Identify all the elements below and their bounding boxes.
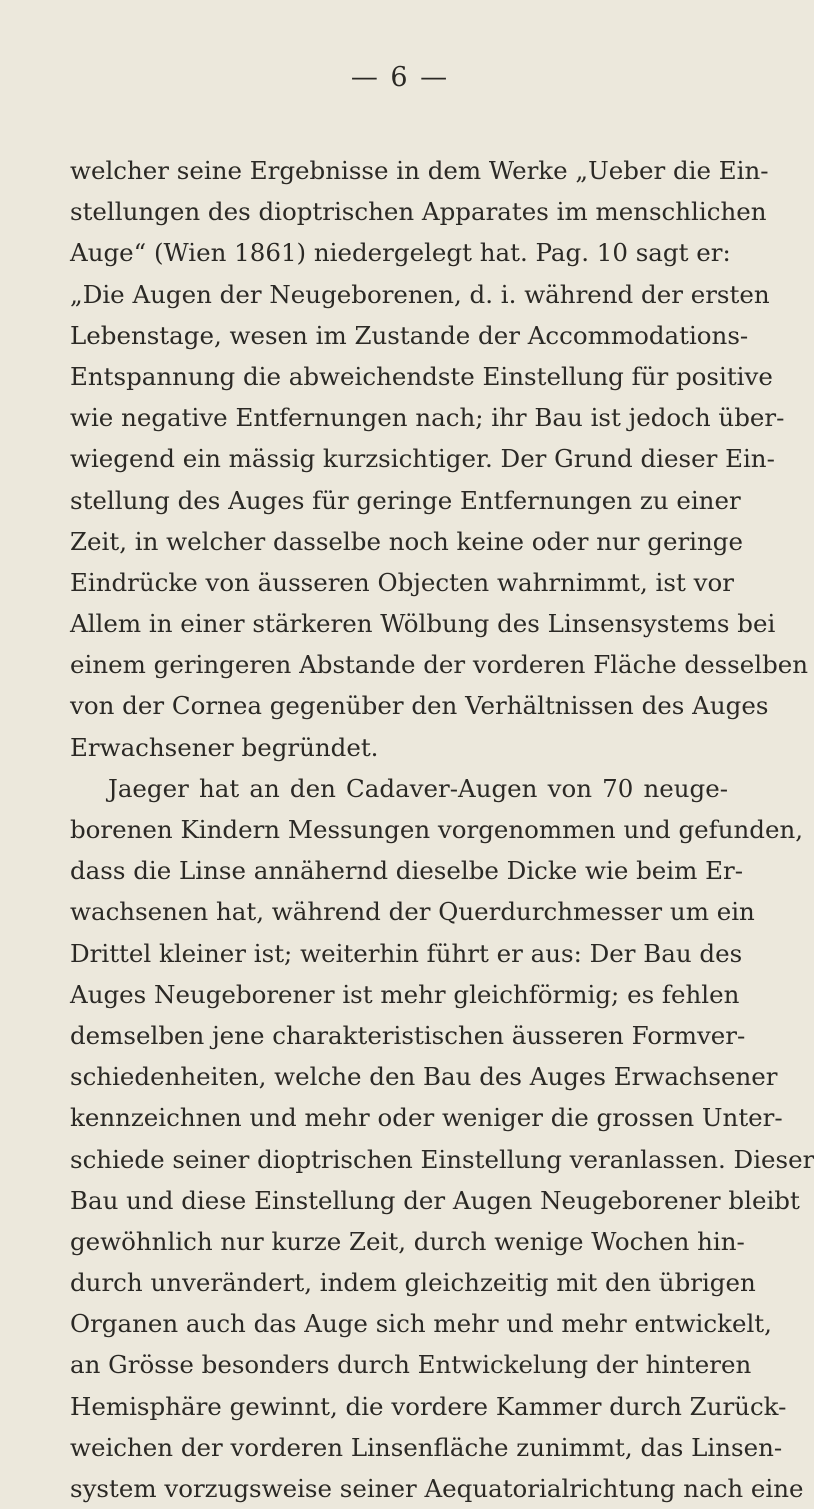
text-line: Hemisphäre gewinnt, die vordere Kammer durch Zurück- [70, 1391, 787, 1421]
text-line: von der Cornea gegenüber den Verhältnissen des Auges [70, 691, 769, 721]
text-line: schiede seiner dioptrischen Einstellung veranlassen. Dieser [70, 1144, 814, 1174]
text-line: Organen auch das Auge sich mehr und mehr entwickelt, [70, 1309, 772, 1339]
paragraph-end-line: Erwachsener begründet. [70, 732, 379, 762]
text-line: stellung des Auges für geringe Entfernungen zu einer [70, 485, 741, 515]
text-line: Entspannung die abweichendste Einstellung für positive [70, 361, 773, 391]
text-line: weichen der vorderen Linsenfläche zunimmt, das Linsen- [70, 1432, 783, 1462]
text-line: dass die Linse annähernd dieselbe Dicke wie beim Er- [70, 856, 744, 886]
text-line: Bau und diese Einstellung der Augen Neugeborener bleibt [70, 1185, 800, 1215]
text-line: wiegend ein mässig kurzsichtiger. Der Grund dieser Ein- [70, 444, 775, 474]
text-line: Auges Neugeborener ist mehr gleichförmig; es fehlen [70, 979, 740, 1009]
text-line: wie negative Entfernungen nach; ihr Bau ist jedoch über- [70, 403, 785, 433]
text-line: gewöhnlich nur kurze Zeit, durch wenige Wochen hin- [70, 1226, 745, 1256]
text-line: demselben jene charakteristischen äusseren Formver- [70, 1020, 746, 1050]
page-number: — 6 — [350, 62, 450, 93]
text-line: Zeit, in welcher dasselbe noch keine oder nur geringe [70, 526, 743, 556]
text-line: schiedenheiten, welche den Bau des Auges Erwachsener [70, 1062, 778, 1092]
text-line: durch unverändert, indem gleichzeitig mit den übrigen [70, 1268, 756, 1298]
text-line: stellungen des dioptrischen Apparates im menschlichen [70, 197, 767, 227]
text-line: Allem in einer stärkeren Wölbung des Linsensystems bei [70, 609, 776, 639]
text-line: Auge“ (Wien 1861) niedergelegt hat. Pag. 10 sagt er: [70, 238, 731, 268]
paragraph-first-line: Jaeger hat an den Cadaver-Augen von 70 neuge- [108, 773, 728, 803]
text-line: Drittel kleiner ist; weiterhin führt er aus: Der Bau des [70, 938, 743, 968]
text-line: welcher seine Ergebnisse in dem Werke „Ueber die Ein- [70, 156, 769, 185]
text-line: borenen Kindern Messungen vorgenommen und gefunden, [70, 815, 804, 844]
text-line: an Grösse besonders durch Entwickelung der hinteren [70, 1350, 752, 1380]
text-line: kennzeichnen und mehr oder weniger die grossen Unter- [70, 1103, 783, 1133]
text-line: Lebenstage, wesen im Zustande der Accommodations- [70, 320, 749, 350]
text-line: wachsenen hat, während der Querdurchmesser um ein [70, 897, 755, 927]
text-line: Eindrücke von äusseren Objecten wahrnimmt, ist vor [70, 567, 734, 597]
text-line: „Die Augen der Neugeborenen, d. i. während der ersten [70, 279, 770, 309]
body-text [70, 150, 814, 1509]
text-line: system vorzugsweise seiner Aequatorialrichtung nach eine [70, 1474, 804, 1503]
text-line: einem geringeren Abstande der vorderen Fläche desselben [70, 650, 809, 680]
